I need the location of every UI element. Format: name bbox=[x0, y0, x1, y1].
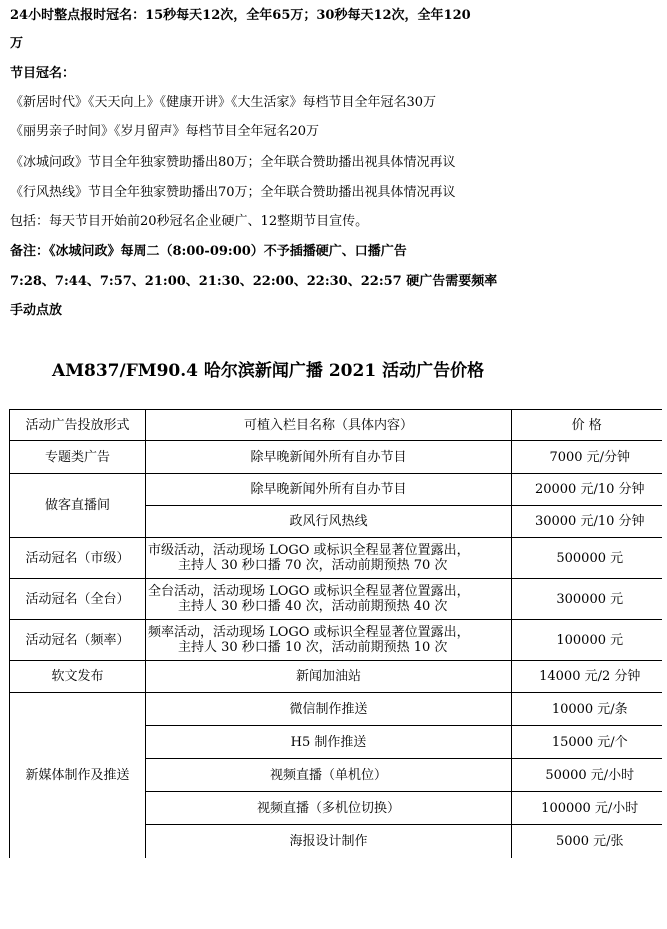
price-table bbox=[9, 409, 662, 858]
table-row bbox=[10, 538, 662, 579]
cell-price: 7000 元/分钟 bbox=[512, 441, 662, 474]
cell-content-line: 全台活动，活动现场 LOGO 或标识全程显著位置露出， bbox=[148, 584, 470, 599]
cell-content-line: 主持人 30 秒口播 40 次，活动前期预热 40 次 bbox=[178, 599, 448, 614]
cell-price: 500000 元 bbox=[512, 538, 662, 579]
hourly-sponsorship-note: 24小时整点报时冠名：15秒每天12次，全年65万；30秒每天12次，全年120 bbox=[10, 8, 471, 23]
cell-price: 300000 元 bbox=[512, 579, 662, 620]
cell-content-line: 频率活动，活动现场 LOGO 或标识全程显著位置露出， bbox=[148, 625, 470, 640]
program-sponsorship-line: 《丽男亲子时间》《岁月留声》每档节目全年冠名20万 bbox=[10, 124, 320, 139]
cell-content: 除早晚新闻外所有自办节目 bbox=[146, 441, 512, 474]
cell-content: 视频直播（单机位） bbox=[146, 759, 512, 792]
header-price: 价 格 bbox=[512, 410, 662, 441]
table-row bbox=[10, 693, 662, 726]
table-row bbox=[10, 620, 662, 661]
program-sponsorship-heading: 节目冠名： bbox=[10, 66, 76, 81]
header-content: 可植入栏目名称（具体内容） bbox=[146, 410, 512, 441]
table-row bbox=[10, 441, 662, 474]
cell-price: 30000 元/10 分钟 bbox=[512, 506, 662, 538]
cell-price: 14000 元/2 分钟 bbox=[512, 661, 662, 693]
table-row bbox=[10, 579, 662, 620]
hourly-sponsorship-note-cont: 万 bbox=[10, 36, 24, 51]
cell-type: 专题类广告 bbox=[10, 441, 146, 474]
cell-price: 20000 元/10 分钟 bbox=[512, 474, 662, 506]
cell-price: 15000 元/个 bbox=[512, 726, 662, 759]
cell-type: 活动冠名（市级） bbox=[10, 538, 146, 579]
cell-price: 100000 元/小时 bbox=[512, 792, 662, 825]
schedule-times-line: 7:28、7:44、7:57、21:00、21:30、22:00、22:30、22:57 硬广告需要频率 bbox=[10, 274, 498, 289]
cell-content: 海报设计制作 bbox=[146, 825, 512, 858]
table-row bbox=[10, 474, 662, 506]
program-sponsorship-line: 《新居时代》《天天向上》《健康开讲》《大生活家》每档节目全年冠名30万 bbox=[10, 95, 437, 110]
cell-type: 做客直播间 bbox=[10, 474, 146, 538]
cell-content-line: 主持人 30 秒口播 10 次，活动前期预热 10 次 bbox=[178, 640, 448, 655]
remark-line: 备注：《冰城问政》每周二（8:00-09:00）不予插播硬广、口播广告 bbox=[10, 244, 407, 259]
cell-content bbox=[146, 579, 512, 620]
cell-price: 10000 元/条 bbox=[512, 693, 662, 726]
cell-content: 新闻加油站 bbox=[146, 661, 512, 693]
cell-type: 活动冠名（全台） bbox=[10, 579, 146, 620]
cell-content bbox=[146, 620, 512, 661]
cell-content bbox=[146, 538, 512, 579]
cell-type: 软文发布 bbox=[10, 661, 146, 693]
schedule-times-line-cont: 手动点放 bbox=[10, 303, 63, 318]
cell-content: 政风行风热线 bbox=[146, 506, 512, 538]
program-sponsorship-line: 《行风热线》节目全年独家赞助播出70万；全年联合赞助播出视具体情况再议 bbox=[10, 185, 456, 200]
header-type: 活动广告投放形式 bbox=[10, 410, 146, 441]
cell-price: 5000 元/张 bbox=[512, 825, 662, 858]
cell-type: 新媒体制作及推送 bbox=[10, 693, 146, 858]
cell-type: 活动冠名（频率） bbox=[10, 620, 146, 661]
cell-content: H5 制作推送 bbox=[146, 726, 512, 759]
program-sponsorship-includes: 包括：每天节目开始前20秒冠名企业硬广、12整期节目宣传。 bbox=[10, 214, 369, 229]
cell-content-line: 主持人 30 秒口播 70 次，活动前期预热 70 次 bbox=[178, 558, 448, 573]
cell-price: 100000 元 bbox=[512, 620, 662, 661]
table-row bbox=[10, 661, 662, 693]
program-sponsorship-line: 《冰城问政》节目全年独家赞助播出80万；全年联合赞助播出视具体情况再议 bbox=[10, 155, 456, 170]
cell-content-line: 市级活动，活动现场 LOGO 或标识全程显著位置露出， bbox=[148, 543, 470, 558]
cell-content: 除早晚新闻外所有自办节目 bbox=[146, 474, 512, 506]
page-title: AM837/FM90.4 哈尔滨新闻广播 2021 活动广告价格 bbox=[52, 361, 485, 381]
table-header-row bbox=[10, 410, 662, 441]
cell-content: 视频直播（多机位切换） bbox=[146, 792, 512, 825]
cell-content: 微信制作推送 bbox=[146, 693, 512, 726]
cell-price: 50000 元/小时 bbox=[512, 759, 662, 792]
